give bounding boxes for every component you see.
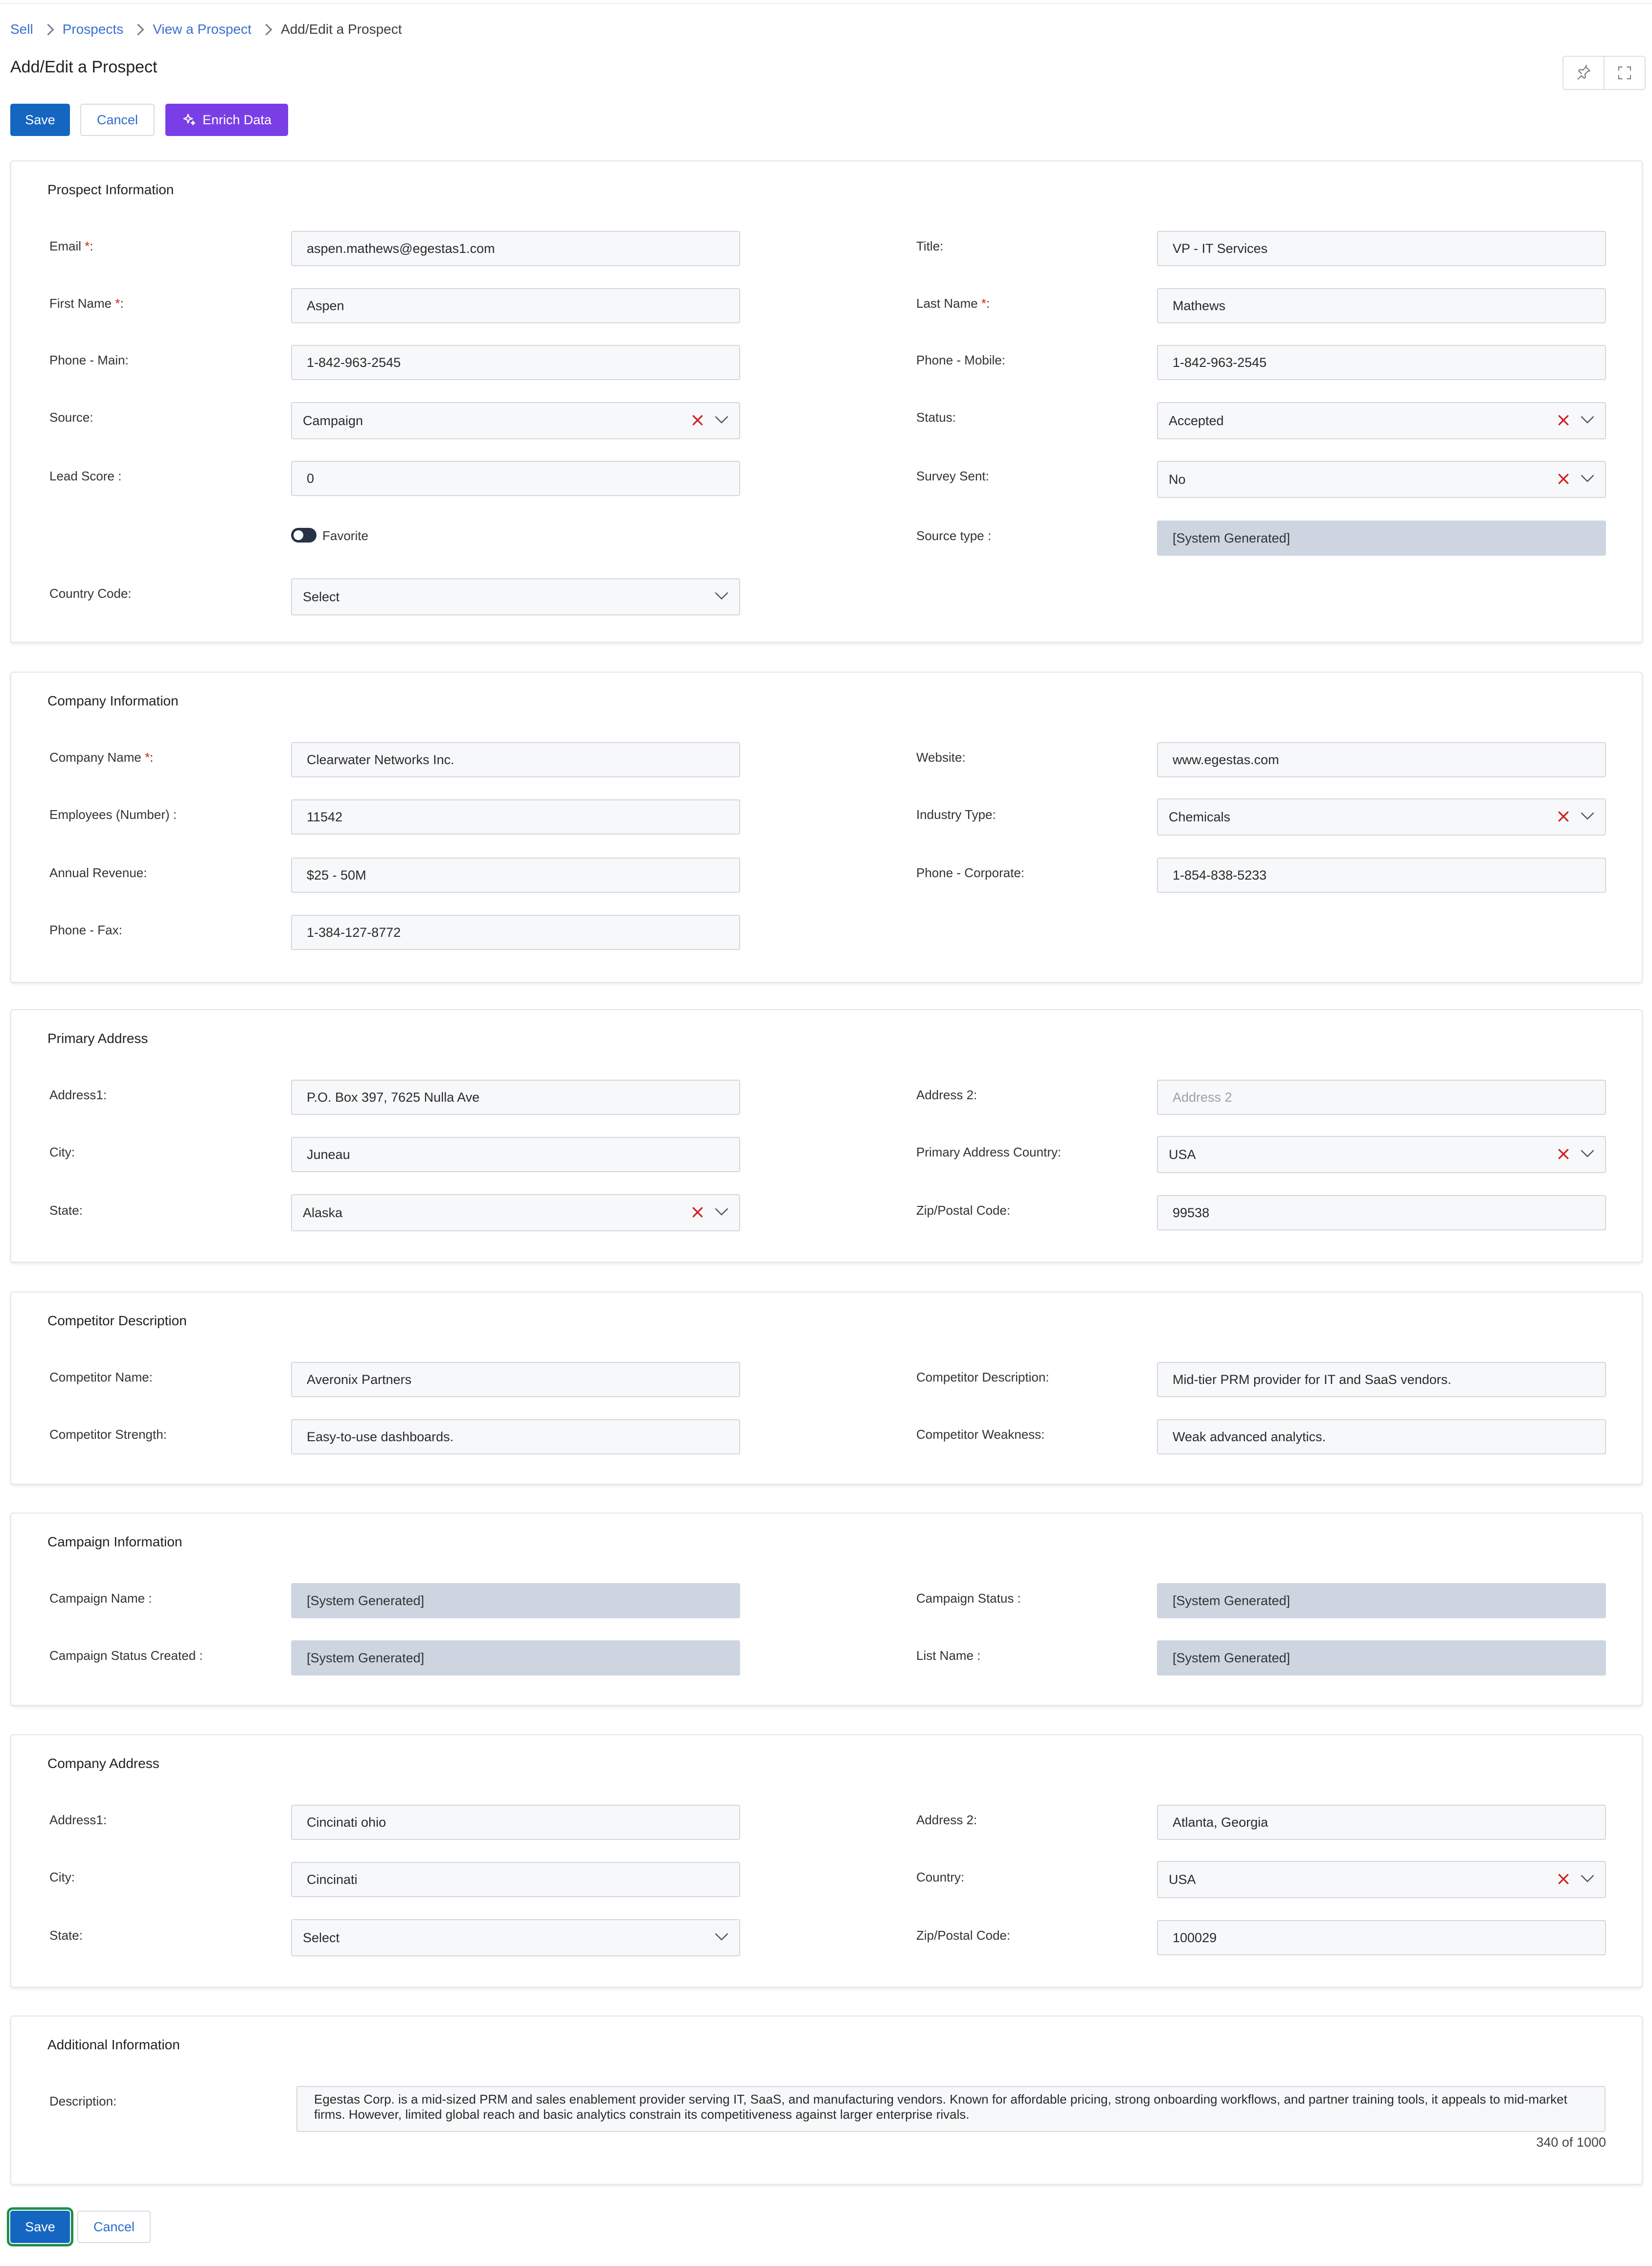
first-name-label: First Name *: bbox=[49, 296, 124, 311]
last-name-field[interactable]: Mathews bbox=[1157, 288, 1606, 323]
state-select[interactable] bbox=[291, 1194, 740, 1231]
competitor-description-field[interactable]: Mid-tier PRM provider for IT and SaaS vendors. bbox=[1157, 1362, 1606, 1397]
phone-main-label: Phone - Main: bbox=[49, 353, 129, 367]
first-name-field[interactable]: Aspen bbox=[291, 288, 740, 323]
source-type-field: [System Generated] bbox=[1157, 521, 1606, 556]
chevron-down-icon[interactable] bbox=[1579, 807, 1596, 825]
country-label: Country: bbox=[916, 1870, 965, 1884]
source-select[interactable] bbox=[291, 402, 740, 439]
title-label: Title: bbox=[916, 239, 944, 253]
list-name-label: List Name : bbox=[916, 1648, 981, 1663]
clear-x-icon[interactable] bbox=[690, 1205, 705, 1220]
address2-label: Address 2: bbox=[916, 1813, 977, 1827]
status-label: Status: bbox=[916, 410, 956, 425]
website-field[interactable]: www.egestas.com bbox=[1157, 742, 1606, 777]
state-label: State: bbox=[49, 1203, 83, 1218]
pin-button[interactable] bbox=[1563, 57, 1604, 89]
company-state-select[interactable] bbox=[291, 1919, 740, 1956]
campaign-information-card bbox=[10, 1513, 1643, 1706]
title-field[interactable]: VP - IT Services bbox=[1157, 231, 1606, 266]
country-code-value: Select bbox=[303, 589, 340, 604]
address2-label: Address 2: bbox=[916, 1088, 977, 1102]
phone-fax-field[interactable]: 1-384-127-8772 bbox=[291, 915, 740, 950]
chevron-down-icon[interactable] bbox=[713, 1928, 730, 1946]
phone-main-field[interactable]: 1-842-963-2545 bbox=[291, 345, 740, 380]
company-zip-field[interactable]: 100029 bbox=[1157, 1920, 1606, 1955]
clear-x-icon[interactable] bbox=[1556, 413, 1571, 428]
clear-x-icon[interactable] bbox=[1556, 1147, 1571, 1161]
chevron-right-icon bbox=[123, 20, 153, 39]
employees-field[interactable]: 11542 bbox=[291, 799, 740, 835]
address2-field[interactable]: Address 2 bbox=[1157, 1080, 1606, 1115]
phone-fax-label: Phone - Fax: bbox=[49, 923, 122, 937]
additional-information-card bbox=[10, 2016, 1643, 2185]
prospect-information-card bbox=[10, 160, 1643, 643]
section-title: Competitor Description bbox=[47, 1313, 187, 1328]
primary-address-card bbox=[10, 1009, 1643, 1263]
zip-label: Zip/Postal Code: bbox=[916, 1928, 1011, 1943]
description-label: Description: bbox=[49, 2094, 117, 2108]
expand-button[interactable] bbox=[1604, 57, 1645, 89]
country-code-select[interactable] bbox=[291, 578, 740, 615]
company-name-label: Company Name *: bbox=[49, 750, 154, 765]
company-information-card bbox=[10, 672, 1643, 983]
country-value: USA bbox=[1169, 1147, 1196, 1162]
competitor-weakness-label: Competitor Weakness: bbox=[916, 1427, 1045, 1442]
zip-field[interactable]: 99538 bbox=[1157, 1195, 1606, 1230]
competitor-strength-label: Competitor Strength: bbox=[49, 1427, 167, 1442]
section-title: Primary Address bbox=[47, 1031, 148, 1046]
header-icon-group bbox=[1562, 56, 1646, 90]
top-border bbox=[0, 0, 1652, 4]
competitor-weakness-field[interactable]: Weak advanced analytics. bbox=[1157, 1419, 1606, 1454]
company-country-select[interactable] bbox=[1157, 1861, 1606, 1898]
breadcrumb-view-prospect[interactable]: View a Prospect bbox=[153, 22, 252, 37]
cancel-button[interactable]: Cancel bbox=[80, 104, 155, 136]
state-value: Select bbox=[303, 1930, 340, 1945]
annual-revenue-field[interactable]: $25 - 50M bbox=[291, 858, 740, 893]
chevron-down-icon[interactable] bbox=[713, 587, 730, 605]
clear-x-icon[interactable] bbox=[1556, 472, 1571, 486]
list-name-field: [System Generated] bbox=[1157, 1640, 1606, 1676]
section-title: Company Address bbox=[47, 1756, 159, 1771]
breadcrumb-current: Add/Edit a Prospect bbox=[281, 22, 402, 37]
campaign-status-label: Campaign Status : bbox=[916, 1591, 1021, 1606]
survey-sent-label: Survey Sent: bbox=[916, 469, 989, 483]
clear-x-icon[interactable] bbox=[1556, 1872, 1571, 1886]
source-label: Source: bbox=[49, 410, 93, 425]
city-label: City: bbox=[49, 1145, 75, 1159]
competitor-name-field[interactable]: Averonix Partners bbox=[291, 1362, 740, 1397]
expand-icon bbox=[1617, 65, 1632, 81]
company-name-field[interactable]: Clearwater Networks Inc. bbox=[291, 742, 740, 777]
website-label: Website: bbox=[916, 750, 966, 765]
source-type-label: Source type : bbox=[916, 528, 992, 543]
status-value: Accepted bbox=[1169, 413, 1224, 428]
clear-x-icon[interactable] bbox=[690, 413, 705, 428]
lead-score-label: Lead Score : bbox=[49, 469, 122, 483]
annual-revenue-label: Annual Revenue: bbox=[49, 865, 147, 880]
lead-score-field[interactable]: 0 bbox=[291, 461, 740, 496]
company-address-card bbox=[10, 1734, 1643, 1988]
section-title: Campaign Information bbox=[47, 1534, 182, 1549]
favorite-toggle[interactable] bbox=[291, 528, 317, 543]
company-city-field[interactable]: Cincinati bbox=[291, 1862, 740, 1897]
footer-cancel-button[interactable]: Cancel bbox=[77, 2211, 151, 2243]
primary-address-country-label: Primary Address Country: bbox=[916, 1145, 1062, 1159]
state-label: State: bbox=[49, 1928, 83, 1943]
chevron-down-icon[interactable] bbox=[713, 411, 730, 429]
address1-label: Address1: bbox=[49, 1813, 107, 1827]
campaign-status-created-field: [System Generated] bbox=[291, 1640, 740, 1676]
enrich-data-button[interactable] bbox=[165, 104, 288, 136]
industry-type-label: Industry Type: bbox=[916, 807, 996, 822]
email-field[interactable]: aspen.mathews@egestas1.com bbox=[291, 231, 740, 266]
section-title: Company Information bbox=[47, 693, 179, 708]
company-address1-field[interactable]: Cincinati ohio bbox=[291, 1805, 740, 1840]
status-select[interactable] bbox=[1157, 402, 1606, 439]
city-field[interactable]: Juneau bbox=[291, 1137, 740, 1172]
chevron-down-icon[interactable] bbox=[1579, 411, 1596, 429]
phone-corporate-label: Phone - Corporate: bbox=[916, 865, 1025, 880]
state-value: Alaska bbox=[303, 1205, 343, 1220]
competitor-strength-field[interactable]: Easy-to-use dashboards. bbox=[291, 1419, 740, 1454]
competitor-name-label: Competitor Name: bbox=[49, 1370, 153, 1384]
favorite-label: Favorite bbox=[322, 528, 368, 543]
save-button[interactable]: Save bbox=[10, 104, 70, 136]
phone-corporate-field[interactable]: 1-854-838-5233 bbox=[1157, 858, 1606, 893]
description-textarea[interactable]: Egestas Corp. is a mid-sized PRM and sales enablement provider serving IT, SaaS, and manufacturing vendors. Known for affordable pricing, strong onboarding workflows, and partner training tools, it appeals to mid-market firms. However, limited global reach and basic analytics constrain its competitiveness against larger enterprise rivals. bbox=[296, 2086, 1606, 2132]
phone-mobile-field[interactable]: 1-842-963-2545 bbox=[1157, 345, 1606, 380]
email-label: Email *: bbox=[49, 239, 93, 253]
competitor-description-label: Competitor Description: bbox=[916, 1370, 1049, 1384]
survey-sent-select[interactable] bbox=[1157, 461, 1606, 498]
chevron-right-icon bbox=[33, 20, 63, 39]
chevron-right-icon bbox=[251, 20, 281, 39]
breadcrumb bbox=[10, 20, 402, 39]
industry-type-select[interactable] bbox=[1157, 798, 1606, 836]
chevron-down-icon[interactable] bbox=[1579, 1870, 1596, 1887]
campaign-status-field: [System Generated] bbox=[1157, 1583, 1606, 1618]
pin-icon bbox=[1575, 65, 1592, 81]
chevron-down-icon[interactable] bbox=[713, 1203, 730, 1221]
country-code-label: Country Code: bbox=[49, 586, 132, 601]
address1-label: Address1: bbox=[49, 1088, 107, 1102]
phone-mobile-label: Phone - Mobile: bbox=[916, 353, 1006, 367]
footer-save-button[interactable]: Save bbox=[10, 2211, 70, 2243]
competitor-description-card bbox=[10, 1292, 1643, 1485]
last-name-label: Last Name *: bbox=[916, 296, 990, 311]
chevron-down-icon[interactable] bbox=[1579, 1145, 1596, 1162]
address1-field[interactable]: P.O. Box 397, 7625 Nulla Ave bbox=[291, 1080, 740, 1115]
campaign-name-field: [System Generated] bbox=[291, 1583, 740, 1618]
zip-label: Zip/Postal Code: bbox=[916, 1203, 1011, 1218]
campaign-status-created-label: Campaign Status Created : bbox=[49, 1648, 203, 1663]
survey-sent-value: No bbox=[1169, 472, 1186, 487]
city-label: City: bbox=[49, 1870, 75, 1884]
section-title: Additional Information bbox=[47, 2037, 180, 2052]
character-counter: 340 of 1000 bbox=[1536, 2135, 1606, 2150]
page-title: Add/Edit a Prospect bbox=[10, 58, 158, 76]
chevron-down-icon[interactable] bbox=[1579, 470, 1596, 487]
campaign-name-label: Campaign Name : bbox=[49, 1591, 152, 1606]
breadcrumb-prospects[interactable]: Prospects bbox=[62, 22, 124, 37]
primary-address-country-select[interactable] bbox=[1157, 1136, 1606, 1173]
sparkle-icon bbox=[182, 113, 197, 127]
section-title: Prospect Information bbox=[47, 182, 174, 197]
clear-x-icon[interactable] bbox=[1556, 809, 1571, 824]
industry-type-value: Chemicals bbox=[1169, 809, 1231, 824]
enrich-data-label: Enrich Data bbox=[202, 112, 272, 127]
source-value: Campaign bbox=[303, 413, 363, 428]
company-address2-field[interactable]: Atlanta, Georgia bbox=[1157, 1805, 1606, 1840]
country-value: USA bbox=[1169, 1872, 1196, 1887]
employees-label: Employees (Number) : bbox=[49, 807, 177, 822]
breadcrumb-sell[interactable]: Sell bbox=[10, 22, 33, 37]
